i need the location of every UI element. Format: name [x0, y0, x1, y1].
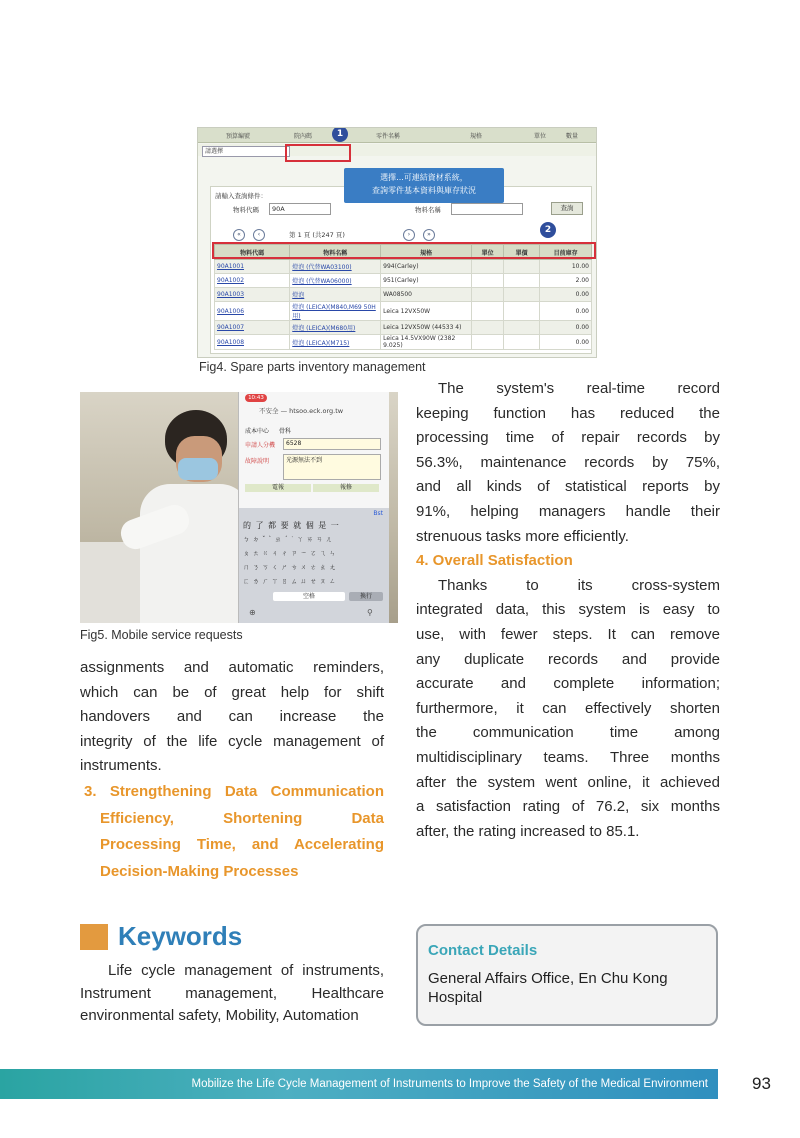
table-header-cell: 規格: [381, 245, 472, 260]
text-line: and all kinds of statistical reports by: [416, 478, 720, 496]
part-spec: Leica 12VX50W: [381, 302, 472, 321]
fig5-mobile-photo: [80, 392, 398, 623]
keyboard-row[interactable]: ㄆ ㄊ ㄍ ㄐ ㄔ ㄗ ㄧ ㄛ ㄟ ㄣ: [243, 549, 337, 557]
part-unit: [472, 335, 504, 350]
table-row: [215, 321, 592, 335]
fig4-callout-line: 查詢零件基本資料與庫存狀況: [372, 186, 476, 195]
text-line: strenuous tasks more efficiently.: [416, 527, 629, 545]
fig4-header-cell: 預算編號: [226, 133, 251, 140]
phone-description-input[interactable]: 光源無法不到: [283, 454, 381, 480]
part-unit: [472, 302, 504, 321]
table-header-cell: 單位: [472, 245, 504, 260]
part-code-link[interactable]: 90A1003: [215, 288, 290, 302]
phone-field-label: 申請人分機: [245, 442, 276, 449]
part-spec: Leica 12VX50W (44533 4): [381, 321, 472, 335]
table-row: [215, 260, 592, 274]
text-line: 91%, helping managers handle their: [416, 502, 720, 520]
fig4-field-code-input[interactable]: 90A: [269, 203, 331, 215]
fig4-field-name-input[interactable]: [451, 203, 523, 215]
keyboard-done-key[interactable]: Bst: [373, 510, 383, 517]
phone-tab[interactable]: 電報: [245, 484, 311, 492]
keyword-line: Life cycle management of instruments,: [108, 962, 384, 979]
phone-field-label: 成本中心: [245, 428, 270, 435]
text-line: the communication time among: [416, 724, 720, 742]
keyboard-space-key[interactable]: 空格: [273, 592, 345, 601]
part-price: [504, 288, 540, 302]
text-line: which can be of great help for shift: [80, 683, 384, 701]
fig4-highlight-box-2: [212, 242, 596, 259]
part-code-link[interactable]: 90A1007: [215, 321, 290, 335]
fig4-header-cell: 規格: [470, 133, 483, 140]
right-paragraph-1: [416, 377, 720, 844]
table-row: [215, 335, 592, 350]
part-spec: 951(Carley): [381, 274, 472, 288]
part-name-link[interactable]: 燈泡 (LEICA)(M840,M69 50H用): [290, 302, 381, 321]
phone-extension-input[interactable]: 6528: [283, 438, 381, 450]
section-4-heading: 4. Overall Satisfaction: [416, 552, 573, 570]
part-stock: 10.00: [540, 260, 592, 274]
fig4-header-cell: 單位: [534, 133, 547, 140]
table-header-cell: 物料名稱: [290, 245, 381, 260]
fig4-callout: [344, 168, 504, 203]
section-3-heading: [84, 779, 384, 885]
page-number: 93: [752, 1074, 771, 1093]
text-line: furthermore, it can effectively shorten: [416, 699, 720, 717]
table-header-cell: 物料代碼: [215, 245, 290, 260]
keyboard-row[interactable]: ㄇ ㄋ ㄎ ㄑ ㄕ ㄘ ㄨ ㄜ ㄠ ㄤ: [243, 563, 337, 571]
phone-field-value: 骨科: [279, 428, 292, 435]
fig4-search-title: 請輸入查詢條件：: [215, 192, 267, 200]
fig4-last-page-icon[interactable]: »: [423, 229, 435, 241]
fig4-first-page-icon[interactable]: «: [233, 229, 245, 241]
part-price: [504, 260, 540, 274]
keywords-marker: [80, 924, 108, 950]
table-row: [215, 302, 592, 321]
text-line: any duplicate records and provide: [416, 650, 720, 668]
text-line: handovers and can increase the: [80, 708, 384, 726]
keyboard-row[interactable]: ㄅ ㄉ ˇ ˋ ㄓ ˊ ˙ ㄚ ㄞ ㄢ ㄦ: [243, 535, 333, 543]
fig4-field-code-label: 物料代碼: [233, 206, 259, 214]
part-price: [504, 302, 540, 321]
keyboard-row[interactable]: 的 了 都 要 就 個 是 一: [243, 521, 340, 530]
fig4-inventory-screenshot: [197, 127, 597, 358]
fig4-parts-table: [214, 244, 592, 350]
part-code-link[interactable]: 90A1006: [215, 302, 290, 321]
keywords-title: Keywords: [118, 921, 243, 951]
fig4-next-page-icon[interactable]: ›: [403, 229, 415, 241]
contact-line: General Affairs Office, En Chu Kong: [428, 970, 668, 987]
text-line: processing time of repair records by: [416, 429, 720, 447]
part-stock: 2.00: [540, 274, 592, 288]
text-line: use, with fewer steps. It can remove: [416, 625, 720, 643]
keyboard-row[interactable]: ㄈ ㄌ ㄏ ㄒ ㄖ ㄙ ㄩ ㄝ ㄡ ㄥ: [243, 577, 337, 585]
fig4-header-cell: 數量: [566, 133, 579, 140]
microphone-icon[interactable]: ⚲: [367, 608, 373, 617]
text-line: 56.3%, maintenance records by 75%,: [416, 453, 720, 471]
part-stock: 0.00: [540, 302, 592, 321]
keyword-line: environmental safety, Mobility, Automation: [80, 1007, 359, 1025]
part-code-link[interactable]: 90A1001: [215, 260, 290, 274]
part-spec: WA08500: [381, 288, 472, 302]
phone-tab[interactable]: 報修: [313, 484, 379, 492]
part-code-link[interactable]: 90A1008: [215, 335, 290, 350]
part-name-link[interactable]: 燈泡 (代替WA06000): [290, 274, 381, 288]
text-line: instruments.: [80, 757, 162, 775]
part-unit: [472, 274, 504, 288]
footer-running-title: Mobilize the Life Cycle Management of Instruments to Improve the Safety of the Medical Environment: [191, 1078, 708, 1090]
part-code-link[interactable]: 90A1002: [215, 274, 290, 288]
table-row: [215, 274, 592, 288]
heading-line: Efficiency, Shortening Data: [100, 809, 384, 827]
text-line: The system's real-time record: [438, 380, 720, 397]
keyboard-return-key[interactable]: 換行: [349, 592, 383, 601]
part-unit: [472, 260, 504, 274]
fig4-badge-1: 1: [332, 127, 348, 142]
text-line: Thanks to its cross-system: [438, 576, 720, 594]
fig4-highlight-box-1: [285, 144, 351, 162]
part-price: [504, 274, 540, 288]
fig4-header-cell: 零件名稱: [376, 133, 401, 140]
table-row: [215, 288, 592, 302]
keywords-list: [80, 960, 384, 1028]
part-name-link[interactable]: 燈泡 (LEICA)(M715): [290, 335, 381, 350]
text-line: a satisfaction rating of 76.2, six months: [416, 798, 720, 816]
part-price: [504, 335, 540, 350]
fig4-badge-2: 2: [540, 222, 556, 238]
heading-line: Processing Time, and Accelerating: [100, 836, 384, 854]
person-mask: [178, 458, 218, 480]
table-header-cell: 目前庫存: [540, 245, 592, 260]
globe-icon[interactable]: ⊕: [249, 608, 256, 617]
phone-url-bar[interactable]: 不安全 — htsoo.eck.org.tw: [259, 407, 344, 415]
text-line: accurate and complete information;: [416, 675, 720, 693]
fig4-caption: Fig4. Spare parts inventory management: [199, 360, 426, 374]
part-name-link[interactable]: 燈泡 (代替WA03100): [290, 260, 381, 274]
person-coat: [140, 484, 250, 623]
part-spec: Leica 14.5VX90W (2382 9.025): [381, 335, 472, 350]
part-stock: 0.00: [540, 288, 592, 302]
phone-status-time: 10:43: [245, 394, 267, 402]
phone-keyboard: [239, 508, 389, 623]
fig4-prev-page-icon[interactable]: ‹: [253, 229, 265, 241]
text-line: multidisciplinary teams. Three months: [416, 748, 720, 766]
fig4-header-cell: 院內碼: [294, 133, 313, 140]
part-spec: 994(Carley): [381, 260, 472, 274]
part-name-link[interactable]: 燈泡: [290, 288, 381, 302]
table-header-cell: 單價: [504, 245, 540, 260]
heading-line: Decision-Making Processes: [100, 862, 299, 880]
contact-box: [416, 924, 718, 1026]
part-stock: 0.00: [540, 335, 592, 350]
part-unit: [472, 288, 504, 302]
text-line: integrity of the life cycle management of: [80, 732, 384, 750]
contact-line: Hospital: [428, 989, 483, 1006]
part-unit: [472, 321, 504, 335]
contact-title: Contact Details: [428, 942, 538, 959]
left-paragraph: [80, 656, 384, 779]
text-line: assignments and automatic reminders,: [80, 659, 384, 676]
fig5-caption: Fig5. Mobile service requests: [80, 628, 243, 642]
part-stock: 0.00: [540, 321, 592, 335]
part-price: [504, 321, 540, 335]
text-line: after the system went online, it achieved: [416, 773, 720, 791]
text-line: integrated data, this system is easy to: [416, 601, 720, 619]
text-line: after, the rating increased to 85.1.: [416, 822, 640, 840]
fig4-header-bar: [198, 128, 596, 143]
fig4-field-name-label: 物料名稱: [415, 206, 441, 214]
fig4-pager-text: 第 1 頁 (共247 頁): [289, 231, 345, 239]
fig4-query-button[interactable]: 查詢: [551, 202, 583, 215]
fig4-budget-select[interactable]: 請選擇: [202, 146, 290, 157]
text-line: keeping function has reduced the: [416, 404, 720, 422]
fig4-callout-line: 選擇...可連結資材系統，: [380, 173, 468, 182]
part-name-link[interactable]: 燈泡 (LEICA)(M680用): [290, 321, 381, 335]
heading-line: 3. Strengthening Data Communication: [84, 783, 384, 800]
phone-screen: [238, 392, 389, 623]
keyword-line: Instrument management, Healthcare: [80, 984, 384, 1002]
phone-field-label: 故障說明: [245, 458, 270, 465]
